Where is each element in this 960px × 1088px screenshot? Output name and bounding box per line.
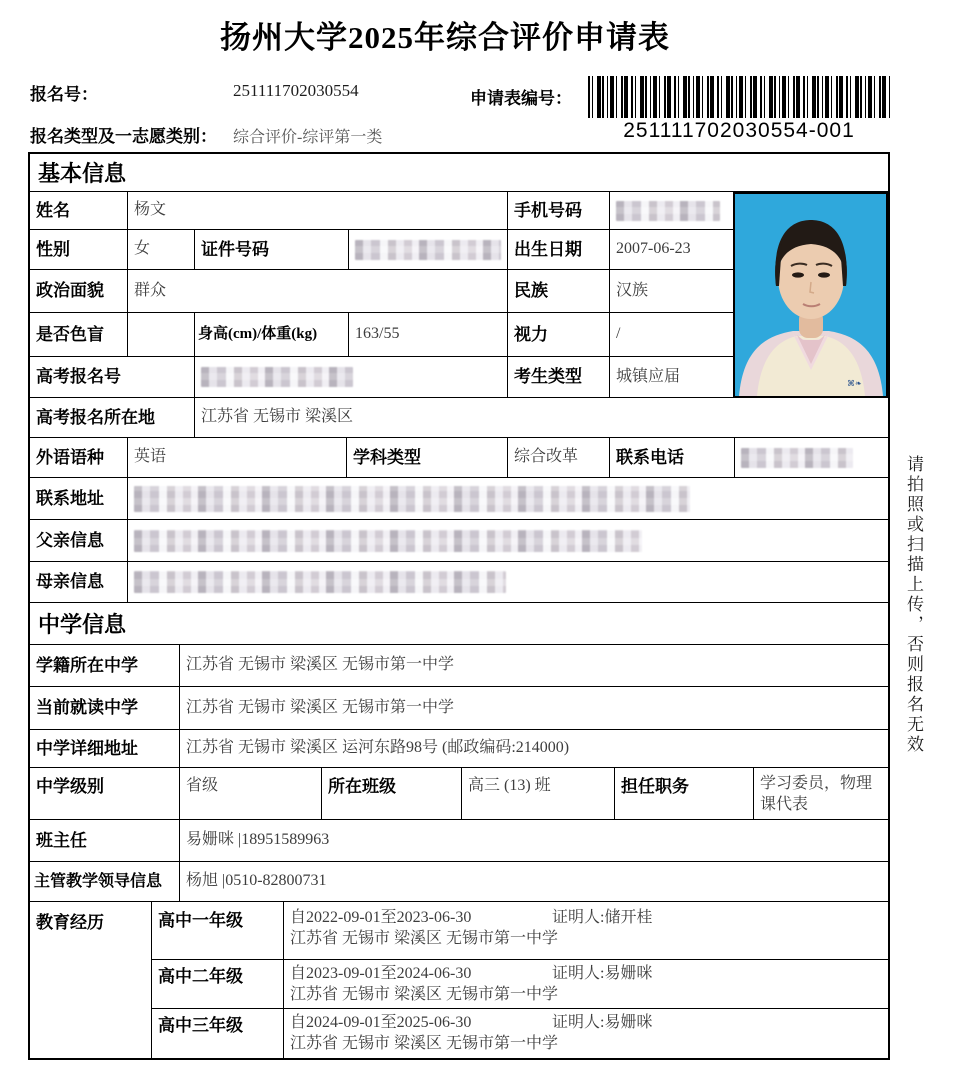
head-teacher-label: 班主任 (36, 830, 87, 850)
gaokao-place-value: 江苏省 无锡市 梁溪区 (201, 408, 354, 426)
id-photo-illustration (735, 194, 886, 396)
birth-date-value: 2007-06-23 (616, 240, 691, 258)
class-value: 高三 (13) 班 (468, 777, 551, 794)
name-value: 杨文 (134, 201, 167, 219)
grade2-label: 高中二年级 (158, 967, 243, 986)
upload-warning-note: 请拍照或扫描上传，否则报名无效 (904, 455, 923, 755)
political-label: 政治面貌 (36, 281, 104, 301)
education-row-grade2 (152, 960, 888, 1009)
id-number-label: 证件号码 (201, 239, 269, 259)
svg-text:⌘❧: ⌘❧ (847, 379, 862, 388)
apply-type-label: 报名类型及一志愿类别： (30, 127, 217, 146)
row-head-teacher (30, 820, 888, 862)
height-weight-label: 身高(cm)/体重(kg) (198, 326, 318, 343)
mother-label: 母亲信息 (36, 572, 104, 592)
colorblind-label: 是否色盲 (36, 324, 104, 344)
education-row-grade3 (152, 1009, 888, 1058)
row-colorblind (30, 313, 735, 357)
contact-phone-label: 联系电话 (616, 447, 684, 467)
current-school-value: 江苏省 无锡市 梁溪区 无锡市第一中学 (186, 698, 455, 716)
grade2-period: 自2023-09-01至2024-06-30 (290, 965, 472, 982)
row-school-level (30, 768, 888, 820)
current-school-label: 当前就读中学 (36, 698, 138, 718)
gaokao-place-label: 高考报名所在地 (36, 407, 155, 427)
teaching-leader-label: 主管教学领导信息 (34, 872, 163, 890)
row-address (30, 478, 888, 520)
school-info-header-row (30, 603, 888, 645)
vision-value: / (616, 325, 621, 343)
barcode (588, 76, 890, 118)
grade3-school: 江苏省 无锡市 梁溪区 无锡市第一中学 (290, 1034, 559, 1052)
applicant-id-photo (733, 192, 888, 398)
education-history-label: 教育经历 (36, 913, 104, 932)
subject-type-value: 综合改革 (514, 448, 579, 466)
grade3-label: 高中三年级 (158, 1016, 243, 1035)
school-level-label: 中学级别 (36, 777, 104, 796)
ethnic-value: 汉族 (616, 281, 649, 299)
gaokao-no-label: 高考报名号 (36, 367, 121, 387)
grade2-witness: 证明人:易姗咪 (552, 965, 653, 982)
form-no-label: 申请表编号： (470, 89, 572, 108)
grade1-witness: 证明人:储开桂 (552, 909, 653, 926)
registered-school-value: 江苏省 无锡市 梁溪区 无锡市第一中学 (186, 656, 455, 674)
contact-phone-redacted-mosaic (741, 448, 853, 468)
school-address-label: 中学详细地址 (36, 738, 138, 758)
duty-value: 学习委员，物理课代表 (760, 775, 873, 813)
row-name (30, 192, 735, 230)
mother-redacted-mosaic (134, 571, 506, 593)
row-foreign-lang (30, 438, 888, 478)
political-value: 群众 (134, 281, 167, 299)
gender-label: 性别 (36, 239, 70, 259)
reg-no-value: 251111702030554 (233, 81, 359, 100)
application-form-table (28, 152, 890, 1060)
row-teaching-leader (30, 862, 888, 902)
foreign-lang-label: 外语语种 (36, 447, 104, 467)
gaokao-no-redacted-mosaic (201, 367, 353, 387)
height-weight-value: 163/55 (355, 325, 400, 343)
barcode-number: 251111702030554-001 (623, 119, 855, 142)
grade3-period: 自2024-09-01至2025-06-30 (290, 1014, 472, 1031)
grade1-period: 自2022-09-01至2023-06-30 (290, 909, 472, 926)
vision-label: 视力 (514, 324, 548, 344)
duty-label: 担任职务 (621, 777, 689, 796)
father-label: 父亲信息 (36, 530, 104, 550)
row-education-history (30, 902, 888, 1058)
grade2-school: 江苏省 无锡市 梁溪区 无锡市第一中学 (290, 985, 559, 1003)
id-number-redacted-mosaic (355, 240, 501, 260)
row-school-address (30, 730, 888, 768)
row-political (30, 270, 735, 313)
subject-type-label: 学科类型 (353, 447, 421, 467)
row-registered-school (30, 645, 888, 687)
apply-type-value: 综合评价-综评第一类 (233, 129, 383, 146)
class-label: 所在班级 (328, 777, 396, 796)
grade3-witness: 证明人:易姗咪 (552, 1014, 653, 1031)
address-redacted-mosaic (134, 486, 690, 512)
ethnic-label: 民族 (514, 281, 548, 301)
name-label: 姓名 (36, 200, 70, 220)
registered-school-label: 学籍所在中学 (36, 655, 138, 675)
reg-no-label: 报名号： (30, 85, 98, 104)
father-redacted-mosaic (134, 530, 642, 552)
head-teacher-value: 易姗咪 |18951589963 (186, 831, 330, 849)
basic-info-header-row (30, 154, 888, 192)
phone-label: 手机号码 (514, 200, 582, 220)
school-address-value: 江苏省 无锡市 梁溪区 运河东路98号 (邮政编码:214000) (186, 739, 570, 757)
candidate-type-label: 考生类型 (514, 367, 582, 387)
page-title: 扬州大学2025年综合评价申请表 (220, 20, 670, 55)
address-label: 联系地址 (36, 488, 104, 508)
row-father (30, 520, 888, 562)
grade1-school: 江苏省 无锡市 梁溪区 无锡市第一中学 (290, 929, 559, 947)
basic-info-section-title: 基本信息 (38, 161, 127, 186)
education-history-grid (152, 902, 888, 1058)
school-info-section-title: 中学信息 (38, 612, 127, 637)
birth-date-label: 出生日期 (514, 239, 582, 259)
foreign-lang-value: 英语 (134, 448, 167, 466)
candidate-type-value: 城镇应届 (616, 367, 681, 385)
school-level-value: 省级 (186, 777, 219, 794)
gender-value: 女 (134, 240, 151, 258)
phone-redacted-mosaic (616, 201, 720, 221)
row-gaokao-place (30, 398, 888, 438)
row-mother (30, 562, 888, 603)
row-current-school (30, 687, 888, 730)
education-row-grade1 (152, 902, 888, 960)
grade1-label: 高中一年级 (158, 911, 243, 930)
row-gaokao-no (30, 357, 735, 398)
row-gender (30, 230, 735, 270)
teaching-leader-value: 杨旭 |0510-82800731 (186, 872, 327, 890)
